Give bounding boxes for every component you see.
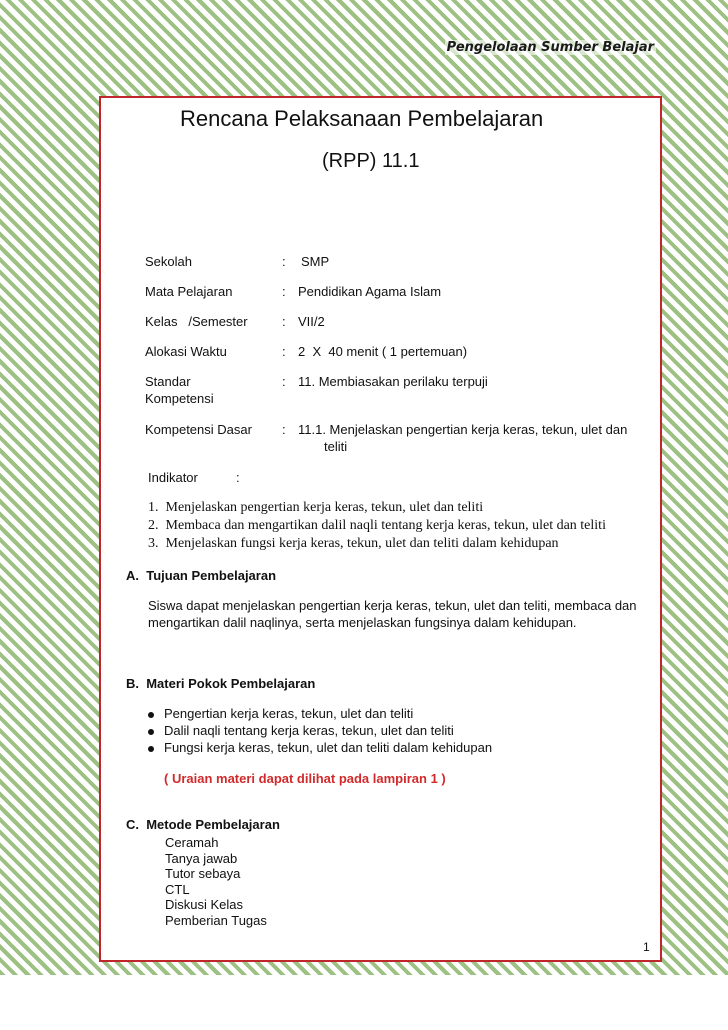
bullet-icon [148,712,154,718]
metode-item: CTL [165,882,190,897]
bullet-icon [148,746,154,752]
info-label-kompetensi: Kompetensi [145,391,214,406]
metode-item: Tanya jawab [165,851,238,866]
info-colon: : [282,374,286,389]
indikator-item: 1. Menjelaskan pengertian kerja keras, tekun, ulet dan teliti [148,500,484,515]
info-label-kelas: Kelas /Semester [145,314,248,329]
materi-item: Fungsi kerja keras, tekun, ulet dan teliti dalam kehidupan [164,740,493,755]
bullet-icon [148,729,154,735]
info-value-mata-pelajaran: Pendidikan Agama Islam [298,284,442,299]
info-label-standar: Standar [145,374,191,389]
indikator-label: Indikator [148,470,198,485]
info-value-standar-kompetensi: 11. Membiasakan perilaku terpuji [298,374,488,389]
info-colon: : [282,284,286,299]
section-a-text-line2: mengartikan dalil naqlinya, serta menjelaskan fungsinya dalam kehidupan. [148,615,577,630]
metode-item: Pemberian Tugas [165,913,267,928]
page-number: 1 [643,940,650,954]
document-subtitle: (RPP) 11.1 [322,150,420,172]
info-colon: : [282,254,286,269]
materi-note: ( Uraian materi dapat dilihat pada lampiran 1 ) [164,771,446,786]
info-colon: : [282,344,286,359]
indikator-colon: : [236,470,240,485]
document-title: Rencana Pelaksanaan Pembelajaran [180,106,544,131]
section-c-heading: C. Metode Pembelajaran [126,817,280,832]
info-value-kompetensi-dasar-cont: teliti [324,439,348,454]
info-colon: : [282,314,286,329]
section-b-heading: B. Materi Pokok Pembelajaran [126,676,316,691]
header-title: Pengelolaan Sumber Belajar [446,40,654,55]
info-label-kompetensi-dasar: Kompetensi Dasar [145,422,252,437]
info-value-kompetensi-dasar: 11.1. Menjelaskan pengertian kerja keras, tekun, ulet dan [298,422,628,437]
section-a-heading: A. Tujuan Pembelajaran [126,568,277,583]
indikator-item: 3. Menjelaskan fungsi kerja keras, tekun, ulet dan teliti dalam kehidupan [148,536,559,551]
info-label-mata-pelajaran: Mata Pelajaran [145,284,233,299]
info-value-alokasi-waktu: 2 X 40 menit ( 1 pertemuan) [298,344,468,359]
info-colon: : [282,422,286,437]
materi-item: Pengertian kerja keras, tekun, ulet dan teliti [164,706,414,721]
info-label-alokasi-waktu: Alokasi Waktu [145,344,227,359]
metode-item: Tutor sebaya [165,866,241,881]
materi-item: Dalil naqli tentang kerja keras, tekun, ulet dan teliti [164,723,454,738]
info-value-kelas: VII/2 [298,314,325,329]
indikator-item: 2. Membaca dan mengartikan dalil naqli tentang kerja keras, tekun, ulet dan teliti [148,518,606,533]
metode-item: Diskusi Kelas [165,897,244,912]
section-a-text-line1: Siswa dapat menjelaskan pengertian kerja keras, tekun, ulet dan teliti, membaca dan [148,598,637,613]
metode-item: Ceramah [165,835,219,850]
info-label-sekolah: Sekolah [145,254,192,269]
info-value-sekolah: SMP [301,254,330,269]
